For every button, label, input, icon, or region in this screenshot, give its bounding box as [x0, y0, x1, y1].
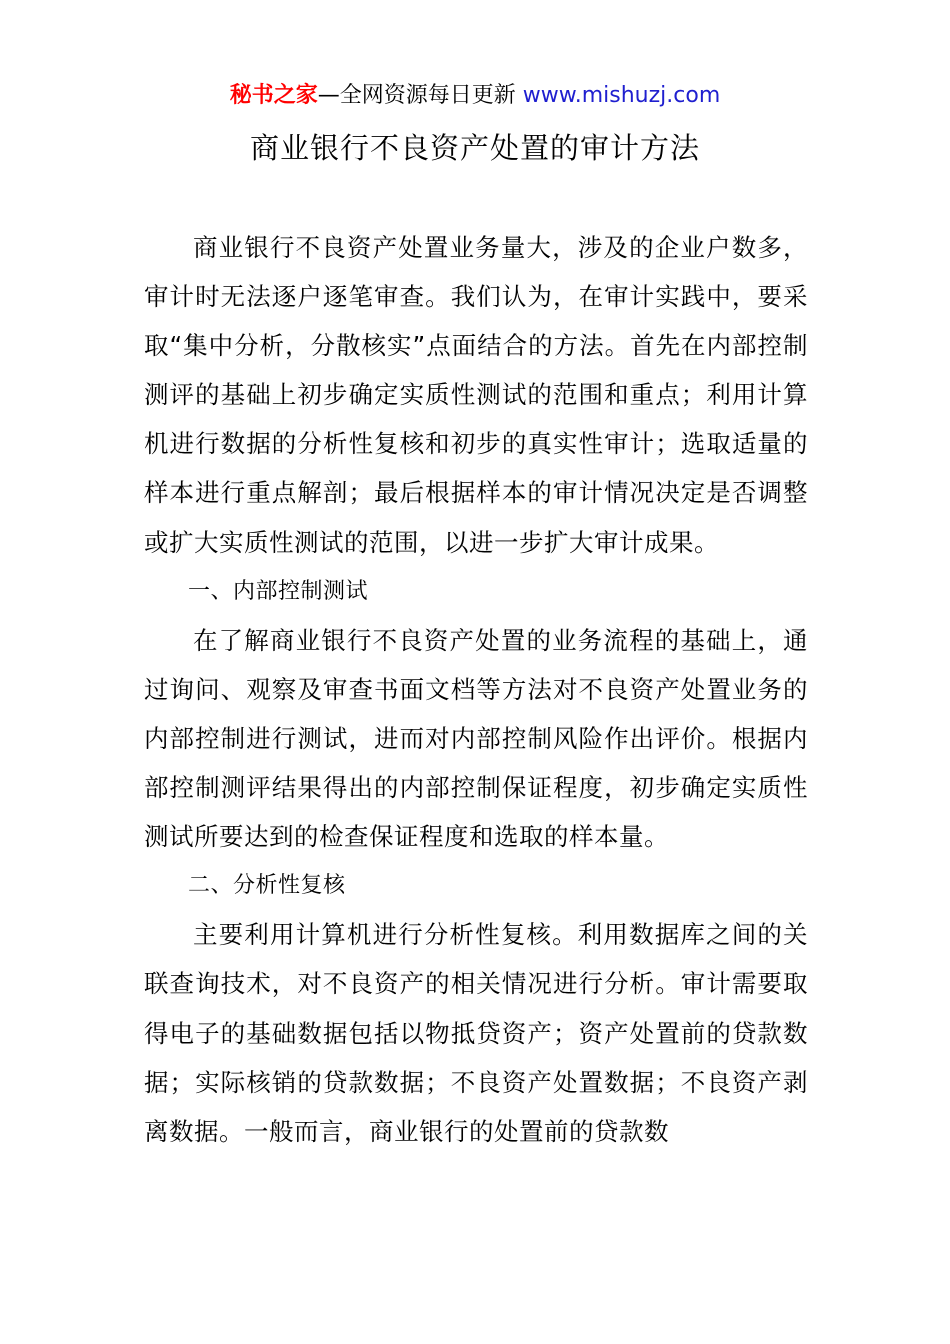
- page-header: [0, 80, 950, 112]
- website-link[interactable]: www.mishuzj.com: [522, 83, 721, 108]
- document-body: [144, 223, 808, 1156]
- paragraph-analytical-review: 主要利用计算机进行分析性复核。利用数据库之间的关联查询技术，对不良资产的相关情况进行分析。审计需要取得电子的基础数据包括以物抵贷资产；资产处置前的贷款数据；实际核销的贷款数据；不良资产处置数据；不良资产剥离数据。一般而言，商业银行的处置前的贷款数: [144, 920, 808, 1146]
- section-heading-internal-control: 一、内部控制测试: [188, 578, 369, 604]
- paragraph-internal-control: 在了解商业银行不良资产处置的业务流程的基础上，通过询问、观察及审查书面文档等方法对不良资产处置业务的内部控制进行测试，进而对内部控制风险作出评价。根据内部控制测评结果得出的内部控制保证程度，初步确定实质性测试所要达到的检查保证程度和选取的样本量。: [144, 625, 808, 852]
- header-tagline: —全网资源每日更新: [317, 83, 523, 108]
- document-title: 商业银行不良资产处置的审计方法: [249, 131, 700, 165]
- paragraph-intro: 商业银行不良资产处置业务量大，涉及的企业户数多，审计时无法逐户逐笔审查。我们认为，在审计实践中，要采取“集中分析，分散核实”点面结合的方法。首先在内部控制测评的基础上初步确定实质性测试的范围和重点；利用计算机进行数据的分析性复核和初步的真实性审计；选取适量的样本进行重点解剖；最后根据样本的审计情况决定是否调整或扩大实质性测试的范围，以进一步扩大审计成果。: [144, 233, 808, 557]
- section-heading-analytical-review: 二、分析性复核: [188, 873, 346, 899]
- brand-name: 秘书之家: [229, 83, 318, 108]
